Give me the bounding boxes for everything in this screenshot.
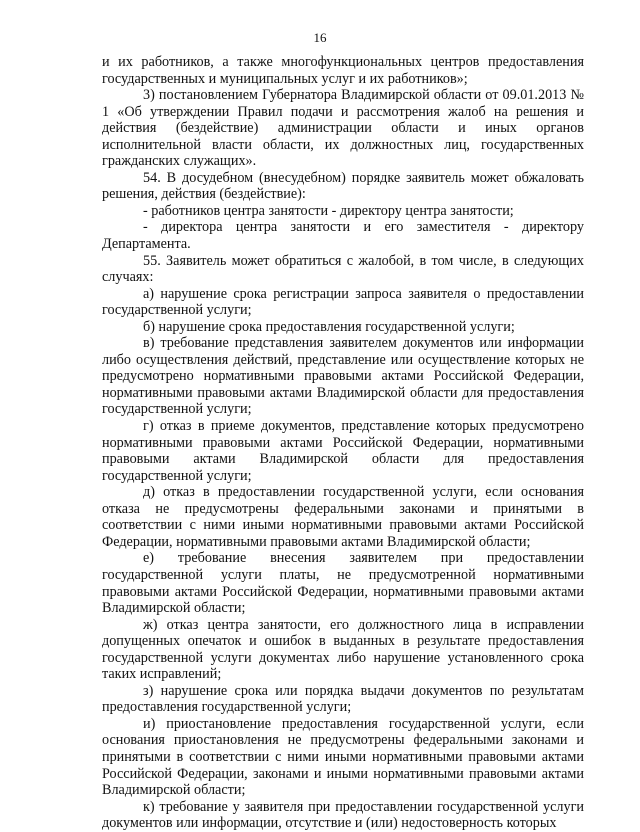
- paragraph-item-e: е) требование внесения заявителем при предоставлении государственной услуги платы, не предусмотренной нормативными правовыми актами Российской Федерации, нормативными правовыми актами Владимирской области;: [102, 550, 584, 617]
- paragraph-item-zh: ж) отказ центра занятости, его должностного лица в исправлении допущенных опечаток и ошибок в выданных в результате предоставления государственной услуги документах либо нарушение установленного срока таких исправлений;: [102, 616, 584, 683]
- paragraph-item-3: 3) постановлением Губернатора Владимирской области от 09.01.2013 № 1 «Об утверждении Правил подачи и рассмотрения жалоб на решения и действия (бездействие) администрации области и иных органов исполнительной власти области, их должностных лиц, государственных гражданских служащих».: [102, 87, 584, 170]
- paragraph-55: 55. Заявитель может обратиться с жалобой, в том числе, в следующих случаях:: [102, 252, 584, 286]
- paragraph-item-z: з) нарушение срока или порядка выдачи документов по результатам предоставления государственной услуги;: [102, 682, 584, 716]
- paragraph-item-v: в) требование представления заявителем документов или информации либо осуществления действий, представление или осуществление которых не предусмотрено нормативными правовыми актами Российской Федерации, нормативными правовыми актами Владимирской области для предоставления государственной услуги;: [102, 335, 584, 418]
- paragraph-item-b: б) нарушение срока предоставления государственной услуги;: [143, 318, 515, 335]
- paragraph-item-d: д) отказ в предоставлении государственной услуги, если основания отказа не предусмотрены федеральными законами и принятыми в соответствии с ними иными нормативными правовыми актами Российской Федерации, нормативными правовыми актами Владимирской области;: [102, 484, 584, 550]
- paragraph-item-g: г) отказ в приеме документов, представление которых предусмотрено нормативными правовыми актами Российской Федерации, нормативными правовыми актами Владимирской области для предоставления государственной услуги;: [102, 418, 584, 484]
- document-body: [102, 54, 584, 832]
- paragraph-item-i: и) приостановление предоставления государственной услуги, если основания приостановления не предусмотрены федеральными законами и принятыми в соответствии с ними иными нормативными правовыми актами Российской Федерации, законами и иными нормативными правовыми актами Владимирской области;: [102, 715, 584, 799]
- paragraph-dash-2: - директора центра занятости и его заместителя - директору Департамента.: [102, 219, 584, 253]
- paragraph-continuation: и их работников, а также многофункциональных центров предоставления государственных и муниципальных услуг и их работников»;: [102, 54, 584, 87]
- page-number: 16: [313, 30, 327, 45]
- paragraph-item-k: к) требование у заявителя при предоставлении государственной услуги документов или информации, отсутствие и (или) недостоверность которых: [102, 798, 584, 832]
- paragraph-54: 54. В досудебном (внесудебном) порядке заявитель может обжаловать решения, действия (бездействие):: [102, 169, 584, 203]
- paragraph-dash-1: - работников центра занятости - директору центра занятости;: [143, 202, 514, 219]
- paragraph-item-a: а) нарушение срока регистрации запроса заявителя о предоставлении государственной услуги;: [102, 285, 584, 319]
